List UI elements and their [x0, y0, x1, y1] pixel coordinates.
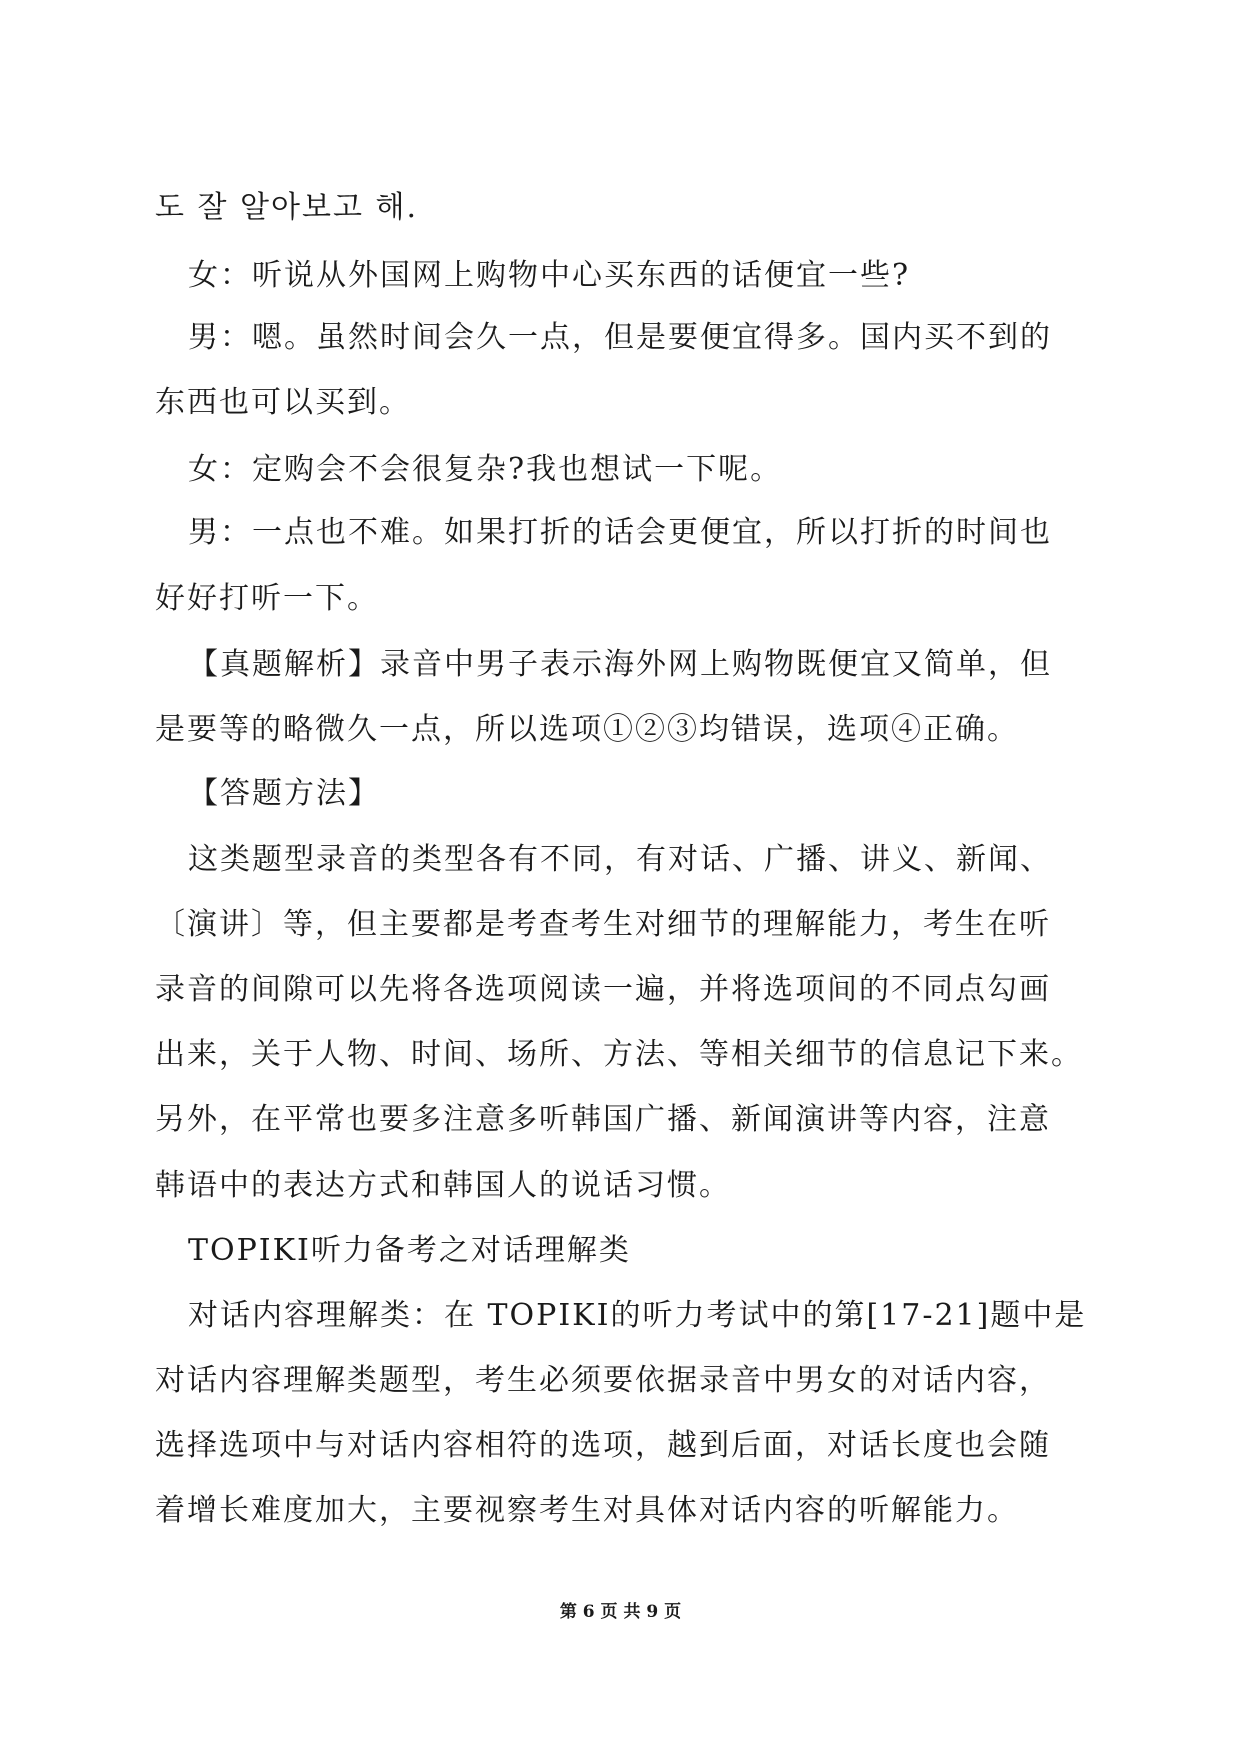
text-line: 男：一点也不难。如果打折的话会更便宜，所以打折的时间也 — [188, 515, 1052, 550]
text-line: 女：定购会不会很复杂?我也想试一下呢。 — [188, 452, 783, 487]
text-line: 是要等的略微久一点，所以选项①②③均错误，选项④正确。 — [155, 712, 1019, 747]
text-line: 着增长难度加大，主要视察考生对具体对话内容的听解能力。 — [155, 1493, 1019, 1528]
text-line: 另外，在平常也要多注意多听韩国广播、新闻演讲等内容，注意 — [155, 1102, 1051, 1137]
text-line: 好好打听一下。 — [155, 581, 379, 616]
text-line: 对话内容理解类题型，考生必须要依据录音中男女的对话内容， — [155, 1363, 1051, 1398]
section-heading: 【答题方法】 — [188, 776, 380, 811]
text-line: 【真题解析】录音中男子表示海外网上购物既便宜又简单，但 — [188, 647, 1052, 682]
text-line: 도 잘 알아보고 해. — [155, 190, 419, 225]
text-line: 男：嗯。虽然时间会久一点，但是要便宜得多。国内买不到的 — [188, 320, 1052, 355]
page-footer: 第 6 页 共 9 页 — [559, 1602, 682, 1622]
text-line: 选择选项中与对话内容相符的选项，越到后面，对话长度也会随 — [155, 1428, 1051, 1463]
text-line: 韩语中的表达方式和韩国人的说话习惯。 — [155, 1168, 731, 1203]
text-line: 录音的间隙可以先将各选项阅读一遍，并将选项间的不同点勾画 — [155, 972, 1051, 1007]
section-title: TOPIKⅠ听力备考之对话理解类 — [188, 1233, 631, 1268]
text-line: 女：听说从外国网上购物中心买东西的话便宜一些? — [188, 258, 911, 293]
text-line: 〔演讲〕等，但主要都是考查考生对细节的理解能力，考生在听 — [155, 907, 1051, 942]
text-line: 出来，关于人物、时间、场所、方法、等相关细节的信息记下来。 — [155, 1037, 1083, 1072]
text-line: 对话内容理解类：在 TOPIKⅠ的听力考试中的第[17-21]题中是 — [188, 1298, 1087, 1333]
text-line: 这类题型录音的类型各有不同，有对话、广播、讲义、新闻、 — [188, 842, 1052, 877]
text-line: 东西也可以买到。 — [155, 385, 411, 420]
